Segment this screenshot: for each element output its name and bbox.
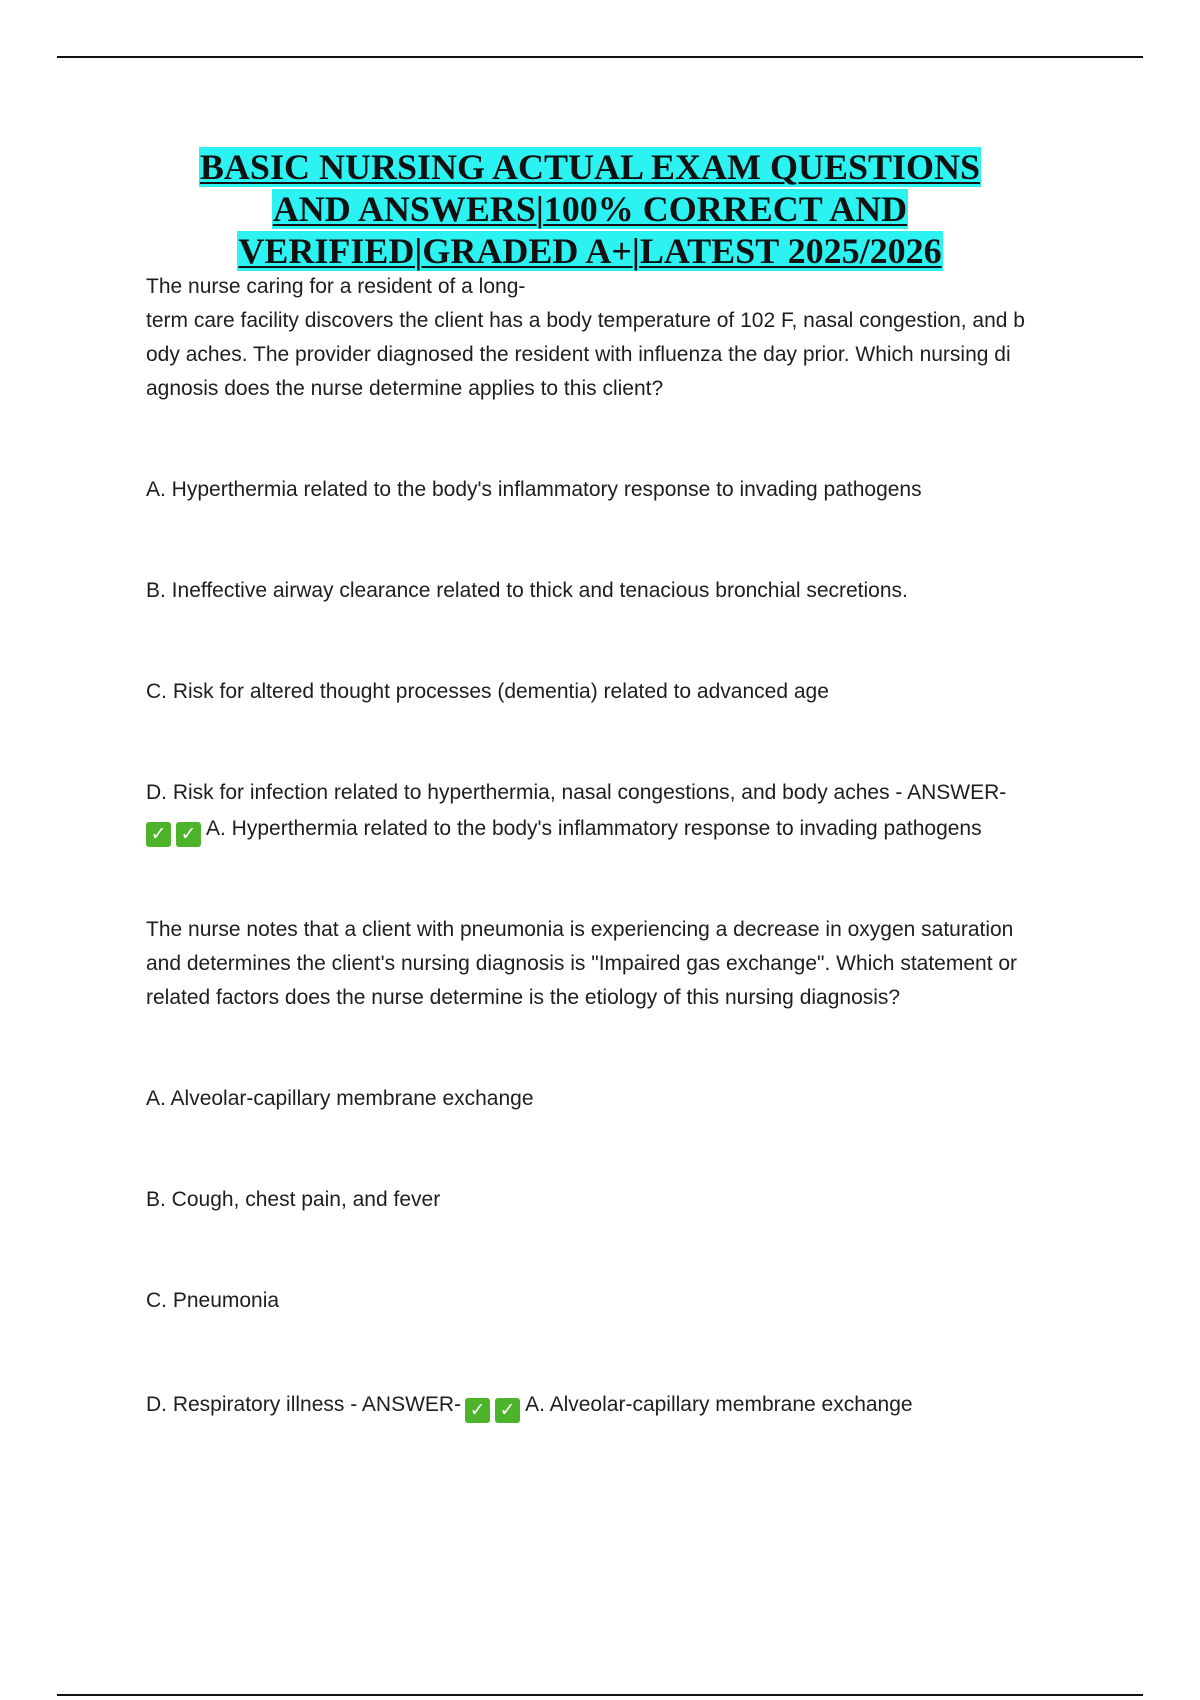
q1-stem-line-3: ody aches. The provider diagnosed the resident with influenza the day prior. Which nursing di [146, 343, 1011, 366]
q1-option-c: C. Risk for altered thought processes (dementia) related to advanced age [146, 680, 829, 703]
q1-stem-line-1: The nurse caring for a resident of a long- [146, 275, 526, 298]
q1-option-a: A. Hyperthermia related to the body's inflammatory response to invading pathogens [146, 478, 922, 501]
title-line-3: VERIFIED|GRADED A+|LATEST 2025/2026 [238, 231, 942, 271]
q1-option-b: B. Ineffective airway clearance related to thick and tenacious bronchial secretions. [146, 579, 908, 602]
footer-rule [57, 1694, 1143, 1696]
q1-answer-line [146, 812, 1066, 847]
q2-option-d: D. Respiratory illness - ANSWER- [146, 1393, 462, 1416]
q1-stem-line-4: agnosis does the nurse determine applies to this client? [146, 377, 664, 400]
q2-stem-line-3: related factors does the nurse determine is the etiology of this nursing diagnosis? [146, 986, 901, 1009]
q1-answer: A. Hyperthermia related to the body's inflammatory response to invading pathogens [206, 817, 982, 840]
check-icon: ✓ [146, 822, 171, 847]
q1-stem-line-2: term care facility discovers the client has a body temperature of 102 F, nasal congestion, and b [146, 309, 1025, 332]
q2-option-a: A. Alveolar-capillary membrane exchange [146, 1087, 534, 1110]
check-icon: ✓ [176, 822, 201, 847]
check-icon: ✓ [465, 1398, 490, 1423]
q2-stem-line-1: The nurse notes that a client with pneumonia is experiencing a decrease in oxygen saturation [146, 918, 1014, 941]
q1-option-d: D. Risk for infection related to hyperthermia, nasal congestions, and body aches - ANSWER- [146, 781, 1007, 804]
q2-option-c: C. Pneumonia [146, 1289, 280, 1312]
q2-option-b: B. Cough, chest pain, and fever [146, 1188, 441, 1211]
title-line-1: BASIC NURSING ACTUAL EXAM QUESTIONS [199, 147, 981, 187]
q2-answer-line [146, 1388, 1066, 1423]
document-title [90, 146, 1090, 272]
check-icon: ✓ [495, 1398, 520, 1423]
title-line-2: AND ANSWERS|100% CORRECT AND [272, 189, 908, 229]
q2-answer: A. Alveolar-capillary membrane exchange [525, 1393, 913, 1416]
header-rule [57, 56, 1143, 58]
q2-stem-line-2: and determines the client's nursing diagnosis is "Impaired gas exchange". Which statement or [146, 952, 1018, 975]
